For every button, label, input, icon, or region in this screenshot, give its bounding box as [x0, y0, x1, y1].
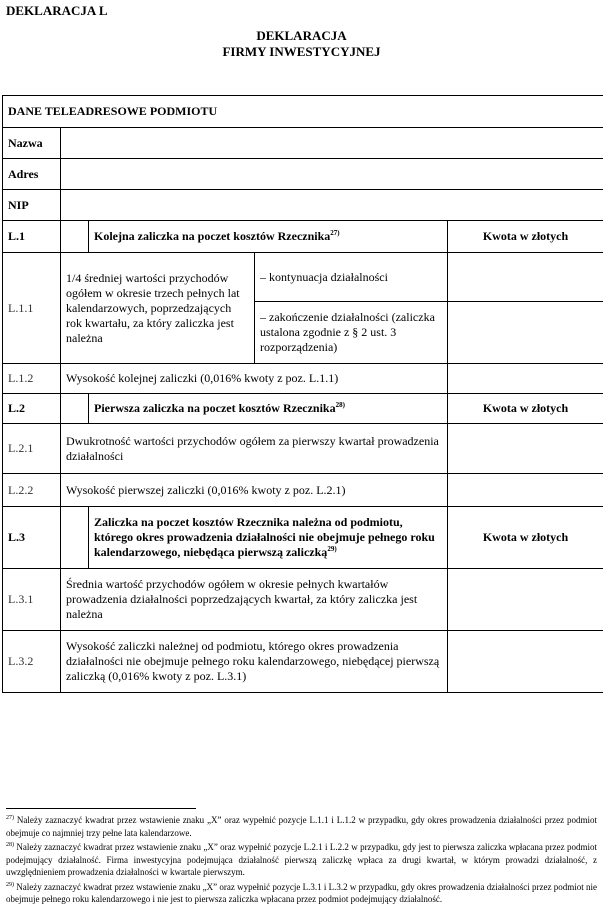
- l12-code: L.1.2: [3, 364, 61, 394]
- l1-title: Kolejna zaliczka na poczet kosztów Rzecznika$^{27)}$: [89, 221, 448, 253]
- declaration-form-table: [2, 95, 603, 693]
- l21-amount[interactable]: [448, 424, 603, 474]
- footnote-28: $^{28)}$ Należy zaznaczyć kwadrat przez wstawienie znaku „X” oraz wypełnić pozycje L.2.1 i L.2.2 w przypadku, gdy jest to pierwsza zaliczka wpłacana przez podmiot podejmujący działalność. Firma inwestycyjna podejmująca działalność pierwszą zaliczkę wpłaca za drugi kwartał, w którym prowadzi działalność, z uwzględnieniem prowadzenia działalności w kwartale pierwszym.: [6, 842, 597, 877]
- l22-row: [3, 474, 603, 507]
- name-label: Nazwa: [3, 128, 61, 159]
- l2-checkbox[interactable]: [61, 394, 89, 424]
- l1-code: L.1: [3, 221, 61, 253]
- l11-code: L.1.1: [3, 253, 61, 364]
- contact-heading: DANE TELEADRESOWE PODMIOTU: [3, 96, 603, 128]
- l11-row-continuation: [3, 253, 603, 302]
- l32-code: L.3.2: [3, 631, 61, 693]
- footnote-27: $^{27)}$ Należy zaznaczyć kwadrat przez wstawienie znaku „X” oraz wypełnić pozycje L.1.1 i L.1.2 w przypadku, gdy okres prowadzenia działalności przez podmiot obejmuje co najmniej trzy pełne lata kalendarzowe.: [6, 815, 598, 838]
- document-title: DEKLARACJA: [256, 28, 347, 43]
- l3-title: Zaliczka na poczet kosztów Rzecznika należna od podmiotu, którego okres prowadzenia działalności nie obejmuje pełnego roku kalendarzowego, niebędąca pierwszą zaliczką$^{29)}$: [89, 507, 448, 569]
- l12-description: Wysokość kolejnej zaliczki (0,016% kwoty z poz. L.1.1): [61, 364, 448, 394]
- address-row: [3, 159, 603, 190]
- l11-option-continuation: – kontynuacja działalności: [255, 253, 448, 302]
- l22-amount[interactable]: [448, 474, 603, 507]
- footnotes: [6, 814, 597, 908]
- l2-title: Pierwsza zaliczka na poczet kosztów Rzecznika$^{28)}$: [89, 394, 448, 424]
- nip-row: [3, 190, 603, 221]
- nip-field[interactable]: [61, 190, 603, 221]
- l22-description: Wysokość pierwszej zaliczki (0,016% kwoty z poz. L.2.1): [61, 474, 448, 507]
- l21-code: L.2.1: [3, 424, 61, 474]
- name-row: [3, 128, 603, 159]
- l31-row: [3, 569, 603, 631]
- l32-row: [3, 631, 603, 693]
- l3-checkbox[interactable]: [61, 507, 89, 569]
- l1-header-row: [3, 221, 603, 253]
- l31-amount[interactable]: [448, 569, 603, 631]
- address-label: Adres: [3, 159, 61, 190]
- l12-amount[interactable]: [448, 364, 603, 394]
- l2-header-row: [3, 394, 603, 424]
- l32-description: Wysokość zaliczki należnej od podmiotu, którego okres prowadzenia działalności nie obejmuje pełnego roku kalendarzowego, niebędącej pierwszą zaliczką (0,016% kwoty z poz. L.3.1): [61, 631, 448, 693]
- l31-description: Średnia wartość przychodów ogółem w okresie pełnych kwartałów prowadzenia działalności poprzedzających kwartał, za który zaliczka jest należna: [61, 569, 448, 631]
- footnote-29: $^{29)}$ Należy zaznaczyć kwadrat przez wstawienie znaku „X” oraz wypełnić pozycje L.3.1 i L.3.2 w przypadku, gdy okres prowadzenia działalności przez podmiot nie obejmuje pełnego roku kalendarzowego i nie jest to pierwsza zaliczka wpłacana przez podmiot podejmujący działalność.: [6, 881, 598, 904]
- nip-label: NIP: [3, 190, 61, 221]
- document-subtitle: FIRMY INWESTYCYJNEJ: [222, 44, 381, 59]
- document-label: DEKLARACJA L: [6, 3, 108, 18]
- l11-closure-amount[interactable]: [448, 302, 603, 364]
- l12-row: [3, 364, 603, 394]
- l3-header-row: [3, 507, 603, 569]
- l1-checkbox[interactable]: [61, 221, 89, 253]
- footnote-separator: [6, 808, 196, 809]
- address-field[interactable]: [61, 159, 603, 190]
- l21-row: [3, 424, 603, 474]
- l21-description: Dwukrotność wartości przychodów ogółem za pierwszy kwartał prowadzenia działalności: [61, 424, 448, 474]
- name-field[interactable]: [61, 128, 603, 159]
- l32-amount[interactable]: [448, 631, 603, 693]
- l11-option-closure: – zakończenie działalności (zaliczka ustalona zgodnie z § 2 ust. 3 rozporządzenia): [255, 302, 448, 364]
- l3-amount-header: Kwota w złotych: [448, 507, 603, 569]
- l2-amount-header: Kwota w złotych: [448, 394, 603, 424]
- l3-code: L.3: [3, 507, 61, 569]
- l11-continuation-amount[interactable]: [448, 253, 603, 302]
- l2-code: L.2: [3, 394, 61, 424]
- l31-code: L.3.1: [3, 569, 61, 631]
- l22-code: L.2.2: [3, 474, 61, 507]
- contact-heading-row: [3, 96, 603, 128]
- l11-description: 1/4 średniej wartości przychodów ogółem w okresie trzech pełnych lat kalendarzowych, poprzedzających rok kwartału, za który zaliczka jest należna: [61, 253, 255, 364]
- l1-amount-header: Kwota w złotych: [448, 221, 603, 253]
